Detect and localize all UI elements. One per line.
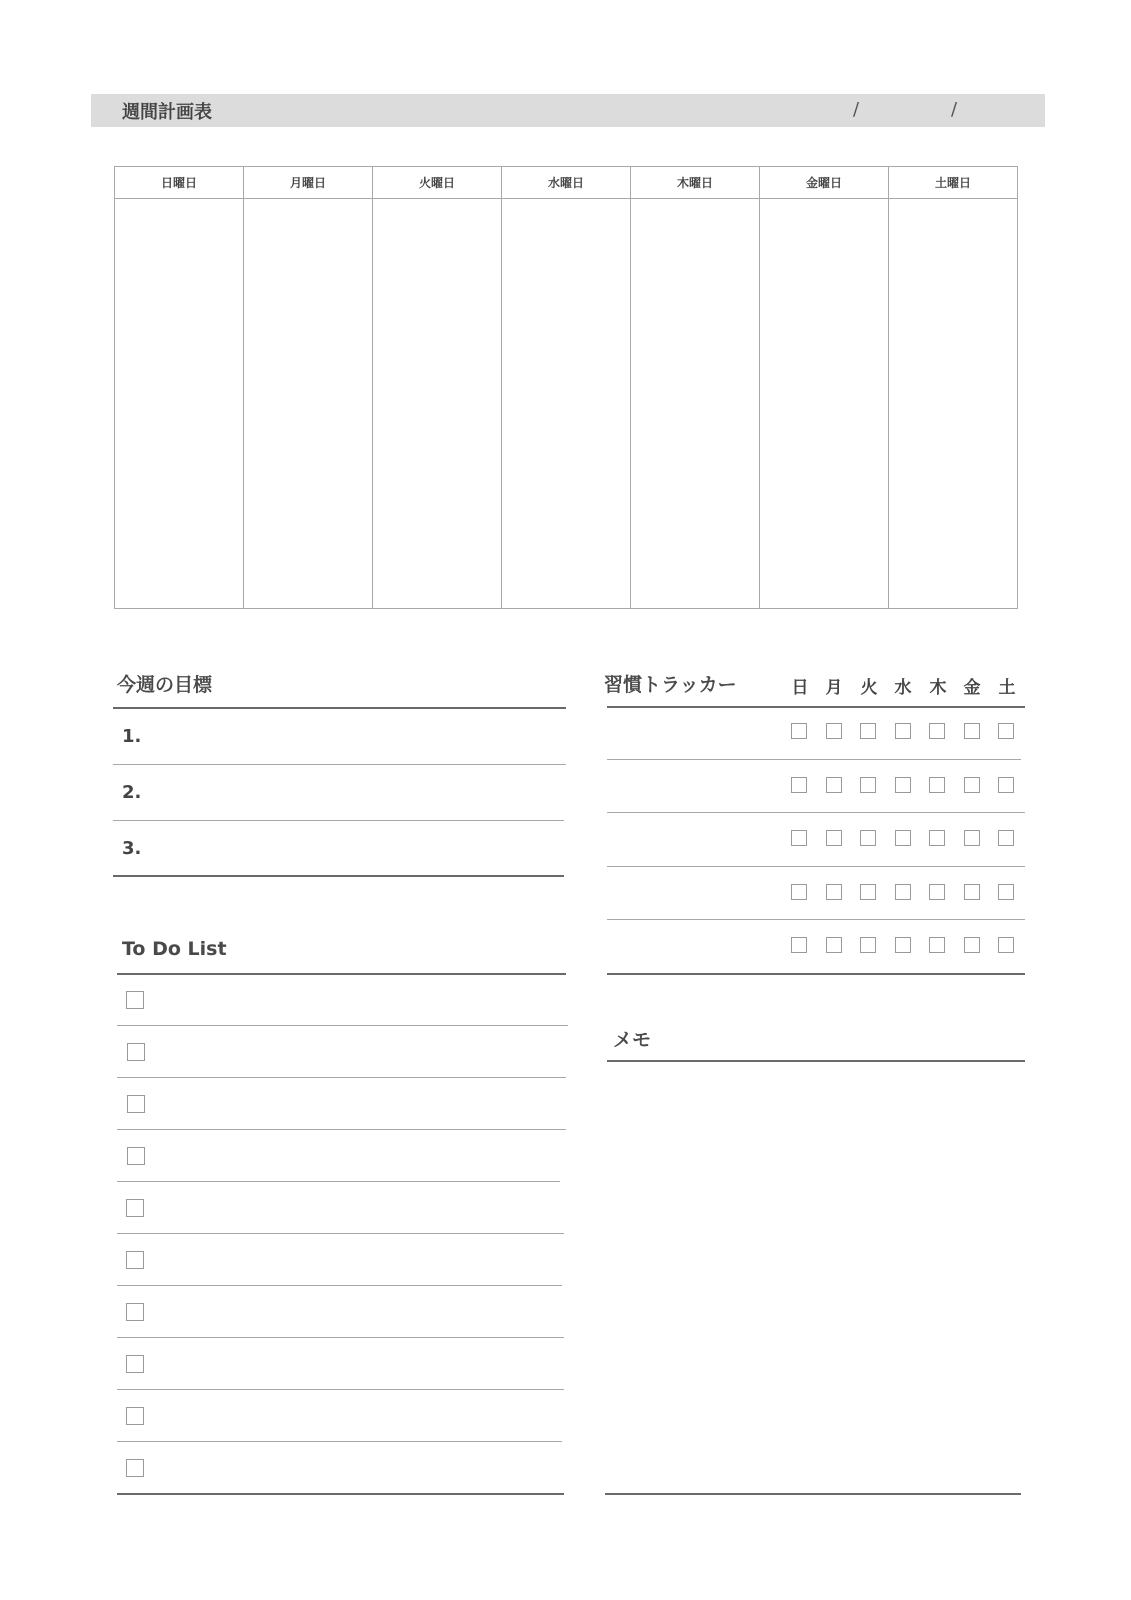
habit-checkbox[interactable] [895,723,911,739]
goal-number-3: 3. [122,838,142,859]
day-header: 日曜日 [115,167,243,199]
header-bar [91,94,1045,127]
todo-line [117,1337,564,1338]
habit-checkbox[interactable] [929,830,945,846]
habit-checkbox[interactable] [964,937,980,953]
habit-day-sat: 土 [998,678,1016,698]
habit-checkbox[interactable] [929,937,945,953]
day-column-monday [244,167,373,608]
habit-checkbox[interactable] [826,884,842,900]
day-cell[interactable] [889,199,1017,608]
todo-line [117,1025,568,1026]
habit-checkbox[interactable] [791,884,807,900]
habit-day-wed: 水 [894,678,912,698]
day-cell[interactable] [373,199,501,608]
day-cell[interactable] [115,199,243,608]
day-cell[interactable] [631,199,759,608]
habit-checkbox[interactable] [791,777,807,793]
todo-checkbox[interactable] [126,1303,144,1321]
habit-checkbox[interactable] [860,937,876,953]
todo-checkbox[interactable] [126,1459,144,1477]
habit-checkbox[interactable] [929,884,945,900]
todo-checkbox[interactable] [127,1043,145,1061]
memo-title-underline [607,1060,1025,1062]
habit-checkbox[interactable] [826,777,842,793]
habit-checkbox[interactable] [964,884,980,900]
habit-day-fri: 金 [963,678,981,698]
habit-day-thu: 木 [929,678,947,698]
date-separator-2: / [951,99,958,120]
todo-checkbox[interactable] [126,1407,144,1425]
memo-area[interactable] [607,1066,1025,1488]
memo-title: メモ [613,1029,652,1051]
habit-checkbox[interactable] [998,777,1014,793]
habit-checkbox[interactable] [860,830,876,846]
memo-bottom-line [605,1493,1021,1495]
day-header: 木曜日 [631,167,759,199]
goal-number-1: 1. [122,726,142,747]
day-header: 水曜日 [502,167,630,199]
habit-checkbox[interactable] [964,830,980,846]
habit-checkbox[interactable] [929,777,945,793]
todo-checkbox[interactable] [127,1147,145,1165]
todo-line [117,1441,562,1442]
habit-row-line [607,866,1025,867]
habit-checkbox[interactable] [929,723,945,739]
goal-line-3 [113,875,564,877]
habit-checkbox[interactable] [998,937,1014,953]
habit-day-sun: 日 [791,678,809,698]
todo-checkbox[interactable] [126,1251,144,1269]
habit-title-underline [607,706,1025,708]
habit-tracker-title: 習慣トラッカー [604,674,737,696]
habit-checkbox[interactable] [998,830,1014,846]
day-column-wednesday [502,167,631,608]
todo-line [117,1233,564,1234]
todo-line [117,1285,562,1286]
day-cell[interactable] [760,199,888,608]
habit-day-tue: 火 [860,678,878,698]
goal-line-1 [113,764,566,765]
day-cell[interactable] [502,199,630,608]
habit-row-line [607,919,1025,920]
habit-checkbox[interactable] [791,937,807,953]
habit-checkbox[interactable] [791,723,807,739]
day-column-saturday [889,167,1017,608]
todo-line [117,1077,566,1078]
todo-checkbox[interactable] [126,1199,144,1217]
day-header: 火曜日 [373,167,501,199]
habit-checkbox[interactable] [860,884,876,900]
day-header: 金曜日 [760,167,888,199]
day-header: 月曜日 [244,167,372,199]
habit-checkbox[interactable] [826,830,842,846]
todo-line-bottom [117,1493,564,1495]
habit-checkbox[interactable] [998,884,1014,900]
todo-line [117,1181,560,1182]
habit-checkbox[interactable] [826,723,842,739]
day-column-tuesday [373,167,502,608]
goals-title: 今週の目標 [117,674,213,696]
habit-row-line [607,759,1021,760]
todo-title-underline [117,973,566,975]
habit-checkbox[interactable] [895,884,911,900]
todo-checkbox[interactable] [126,1355,144,1373]
goal-line-2 [113,820,564,821]
habit-checkbox[interactable] [895,937,911,953]
habit-day-mon: 月 [825,678,843,698]
habit-checkbox[interactable] [964,777,980,793]
day-column-sunday [115,167,244,608]
todo-checkbox[interactable] [127,1095,145,1113]
habit-checkbox[interactable] [998,723,1014,739]
todo-title: To Do List [122,938,227,960]
todo-line [117,1129,566,1130]
habit-checkbox[interactable] [791,830,807,846]
habit-checkbox[interactable] [826,937,842,953]
date-separator-1: / [853,99,860,120]
habit-checkbox[interactable] [895,830,911,846]
habit-checkbox[interactable] [860,723,876,739]
goals-title-underline [113,707,566,709]
goal-number-2: 2. [122,782,142,803]
habit-checkbox[interactable] [860,777,876,793]
day-header: 土曜日 [889,167,1017,199]
todo-checkbox[interactable] [126,991,144,1009]
day-cell[interactable] [244,199,372,608]
weekly-schedule-table [114,166,1018,609]
day-column-thursday [631,167,760,608]
day-column-friday [760,167,889,608]
habit-checkbox[interactable] [964,723,980,739]
todo-line [117,1389,564,1390]
habit-bottom-line [607,973,1025,975]
habit-row-line [607,812,1025,813]
page-title: 週間計画表 [122,102,212,123]
habit-checkbox[interactable] [895,777,911,793]
